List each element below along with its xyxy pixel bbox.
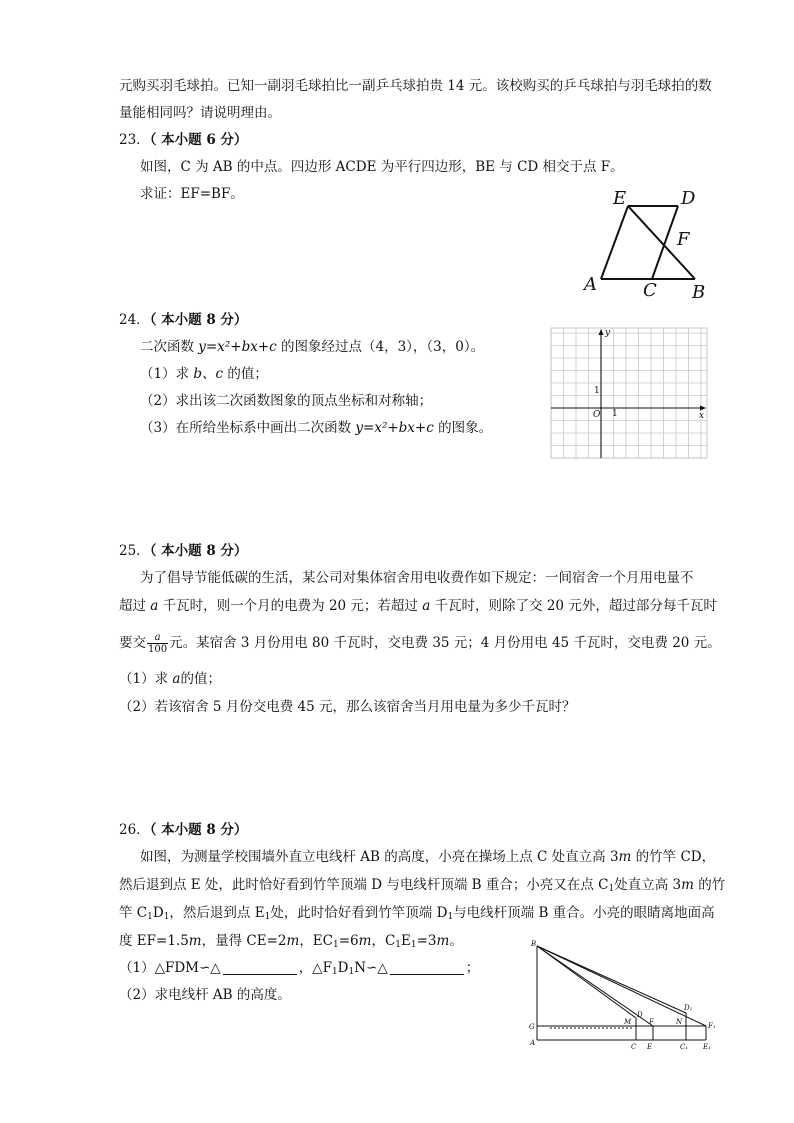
x-unit-label: 1 [612, 409, 618, 419]
q23-heading [119, 130, 247, 150]
q26-line-4: 度 EF=1.5m，量得 CE=2m，$EC_1=6m$，$C_1E_1=3m$。 [119, 933, 463, 950]
label-D1: D₁ [684, 1004, 693, 1012]
intro-line-2: 量能相同吗？请说明理由。 [119, 105, 281, 121]
q25-part-2: （2）若该宿舍 5 月份交电费 45 元，那么该宿舍当月用电量为多少千瓦时？ [119, 699, 576, 715]
q26-part-1: （1）△FDM∽△ ，$\triangle F_1D_1N∽\triangle$ ； [119, 960, 480, 977]
label-F1: F₁ [708, 1022, 716, 1030]
x-axis-label: x [699, 411, 705, 421]
q23-prove: 求证：EF=BF。 [140, 186, 244, 202]
q26-heading [119, 820, 247, 840]
q24-points: （ 本小题 8 分） [149, 312, 248, 328]
intro-line-1: 元购买羽毛球拍。已知一副羽毛球拍比一副乒乓球拍贵 14 元。该校购买的乒乓球拍与羽毛球拍的数 [119, 78, 712, 94]
q26-pole-figure [528, 938, 718, 1054]
q23-points: （ 本小题 6 分） [149, 132, 248, 148]
label-A: A [584, 274, 597, 295]
label-A: A [530, 1039, 536, 1047]
fraction-a-over-100: $\frac{a}{100}$ [148, 632, 168, 655]
q26-line-3: 竿 $C_1D_1$，然后退到点 $E_1$处，此时恰好看到竹竿顶端 $D_1$与电线杆顶端 B 重合。小亮的眼睛离地面高 [119, 905, 715, 922]
q23-statement: 如图，C 为 AB 的中点。四边形 ACDE 为平行四边形，BE 与 CD 相交于点 F。 [140, 159, 624, 175]
answer-blank-1[interactable] [223, 960, 297, 975]
label-C: C [631, 1043, 637, 1051]
q26-part-2: （2）求电线杆 AB 的高度。 [119, 987, 291, 1003]
q25-line-3: 要交 $\frac{a}{100}$ 元。某宿舍 3 月份用电 80 千瓦时，交电费 35 元；4 月份用电 45 千瓦时，交电费 20 元。 [119, 632, 721, 655]
label-B: B [531, 940, 537, 948]
q24-part-2: （2）求出该二次函数图象的顶点坐标和对称轴； [140, 393, 433, 409]
label-B: B [692, 282, 706, 302]
label-G: G [529, 1023, 535, 1031]
y-unit-label: 1 [594, 386, 600, 396]
label-C1: C₁ [680, 1043, 689, 1051]
q25-part-1: （1）求 a的值； [119, 671, 221, 687]
q26-line-2: 然后退到点 E 处，此时恰好看到竹竿顶端 D 与电线杆顶端 B 重合；小亮又在点 $C_1$处直立高 3m 的竹 [119, 877, 726, 894]
q24-heading [119, 310, 247, 330]
q25-heading [119, 541, 247, 561]
q24-part-3: （3）在所给坐标系中画出二次函数 y=x²+bx+c 的图象。 [140, 420, 493, 436]
label-E: E [613, 188, 627, 209]
q23-parallelogram-figure [578, 184, 718, 302]
label-F: F [677, 229, 690, 250]
q26-number: 26． [119, 822, 150, 838]
label-D: D [637, 1011, 643, 1019]
q24-coordinate-grid [549, 326, 709, 460]
q25-points: （ 本小题 8 分） [149, 543, 248, 559]
label-M: M [624, 1018, 632, 1026]
q25-number: 25． [119, 543, 150, 559]
q24-number: 24． [119, 312, 150, 328]
q24-statement: 二次函数 y=x²+bx+c 的图象经过点（4，3），（3，0）。 [140, 339, 485, 355]
label-E: E [647, 1043, 653, 1051]
q26-points: （ 本小题 8 分） [149, 822, 248, 838]
q26-line-1: 如图，为测量学校围墙外直立电线杆 AB 的高度，小亮在操场上点 C 处直立高 3m 的竹竿 CD， [140, 849, 716, 865]
q24-function: y=x²+bx+c [198, 339, 277, 355]
label-E1: E₁ [703, 1043, 711, 1051]
q23-number: 23． [119, 132, 150, 148]
origin-label: O [593, 410, 601, 420]
label-F: F [649, 1018, 654, 1026]
q25-line-2: 超过 a 千瓦时，则一个月的电费为 20 元；若超过 a 千瓦时，则除了交 20 元外，超过部分每千瓦时 [119, 598, 717, 614]
q24-part-1: （1）求 b、c 的值； [140, 366, 268, 382]
label-N: N [676, 1018, 683, 1026]
y-axis-label: y [605, 328, 611, 338]
q25-line-1: 为了倡导节能低碳的生活，某公司对集体宿舍用电收费作如下规定：一间宿舍一个月用电量不 [140, 570, 694, 586]
answer-blank-2[interactable] [390, 960, 464, 975]
label-C: C [643, 280, 657, 301]
label-D: D [681, 188, 696, 209]
